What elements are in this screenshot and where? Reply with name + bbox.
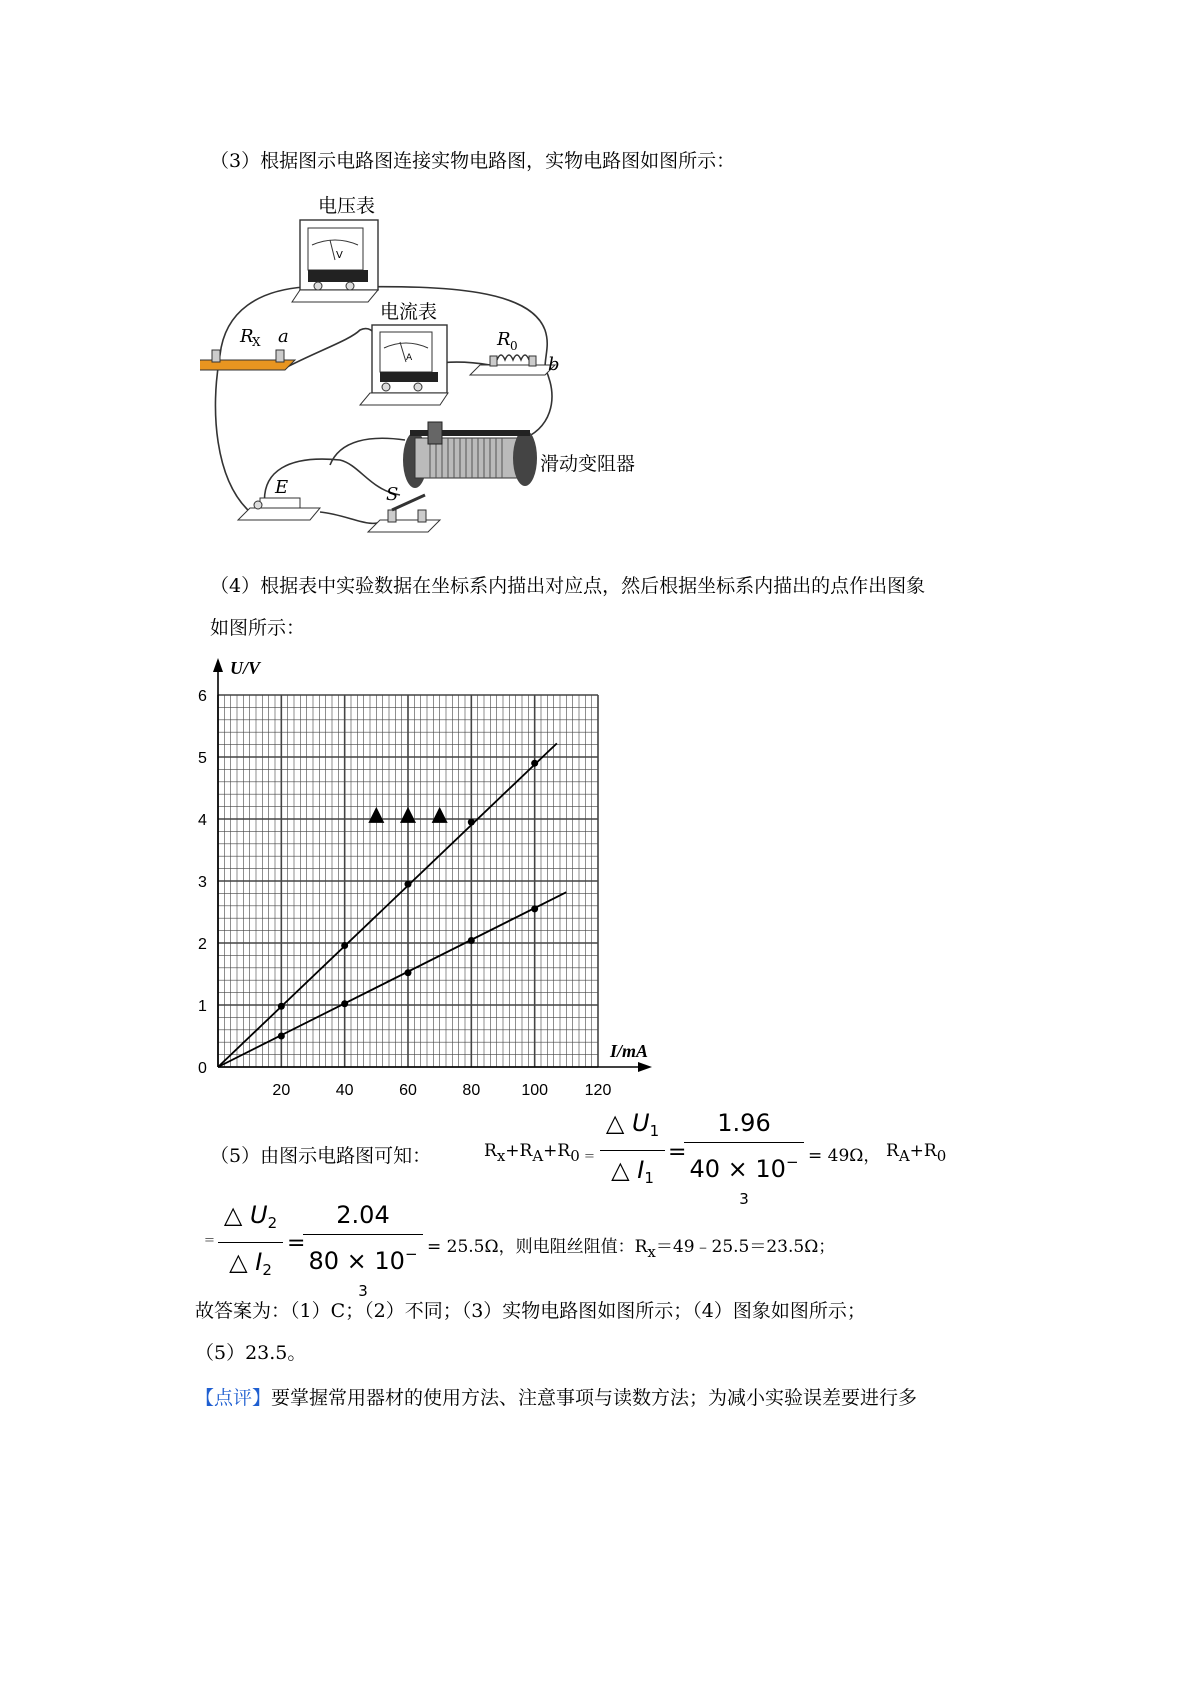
x-tick-label: 100 bbox=[521, 1082, 549, 1099]
y-tick-label: 2 bbox=[198, 936, 207, 953]
expr1: Rx+RA+R0 bbox=[484, 1141, 580, 1165]
rheostat bbox=[403, 422, 537, 488]
x-axis-label: I/mA bbox=[610, 1041, 649, 1061]
answer-line-1: 故答案为：（1）C；（2）不同；（3）实物电路图如图所示；（4）图象如图所示； bbox=[195, 1300, 866, 1322]
y-tick-label: 5 bbox=[198, 750, 207, 767]
fraction-du1-di1: △ $U_1$ △ $I_1$ bbox=[600, 1108, 665, 1193]
x-tick-label: 80 bbox=[462, 1082, 481, 1099]
expr2: RA+R0 bbox=[886, 1141, 947, 1165]
u-i-chart bbox=[190, 652, 670, 1102]
s-label: S bbox=[386, 484, 399, 505]
circuit-diagram bbox=[200, 190, 660, 535]
triangle-marker bbox=[368, 807, 384, 823]
paragraph-4-line1: （4）根据表中实验数据在坐标系内描出对应点，然后根据坐标系内描出的点作出图象 bbox=[210, 575, 926, 597]
battery bbox=[238, 498, 320, 520]
data-point-line1 bbox=[405, 881, 412, 888]
y-tick-label: 4 bbox=[198, 812, 207, 829]
x-tick-label: 20 bbox=[272, 1082, 291, 1099]
data-point-line2 bbox=[405, 969, 412, 976]
rx-terminal-left bbox=[212, 350, 220, 362]
result-2: = 25.5Ω，则电阻丝阻值：Rx＝49﹣25.5＝23.5Ω； bbox=[427, 1237, 836, 1261]
x-tick-label: 120 bbox=[584, 1082, 612, 1099]
y-axis-arrow bbox=[213, 658, 223, 672]
paragraph-3: （3）根据图示电路图连接实物电路图，实物电路图如图所示： bbox=[210, 150, 736, 172]
paragraph-4-line2: 如图所示： bbox=[210, 617, 306, 639]
comment-line bbox=[195, 1383, 917, 1410]
voltmeter bbox=[292, 220, 378, 302]
x-axis-arrow bbox=[638, 1062, 652, 1072]
triangle-marker bbox=[432, 807, 448, 823]
data-point-line1 bbox=[531, 760, 538, 767]
result-1: = 49Ω， bbox=[808, 1146, 881, 1166]
y-tick-label: 0 bbox=[198, 1060, 207, 1077]
rx-terminal-right bbox=[276, 350, 284, 362]
fraction-value-2: 2.04 $80 \times 10^{- 3}$ bbox=[303, 1200, 423, 1313]
rx-label: R bbox=[240, 326, 254, 347]
a-label: a bbox=[278, 326, 289, 347]
ammeter bbox=[360, 325, 448, 405]
data-point-line1 bbox=[468, 819, 475, 826]
y-tick-label: 1 bbox=[198, 998, 207, 1015]
x-tick-label: 60 bbox=[399, 1082, 417, 1099]
answer-line-2: （5）23.5。 bbox=[195, 1342, 307, 1364]
data-point-line2 bbox=[278, 1033, 285, 1040]
rheostat-label: 滑动变阻器 bbox=[540, 453, 636, 475]
eq-sign-4: = bbox=[287, 1231, 306, 1256]
y-axis-label: U/V bbox=[230, 658, 261, 678]
data-point-line2 bbox=[468, 937, 475, 944]
e-label: E bbox=[275, 477, 289, 498]
data-point-line1 bbox=[278, 1003, 285, 1010]
comment-tag: 【点评】 bbox=[195, 1387, 272, 1409]
paragraph-5-prefix: （5）由图示电路图可知： bbox=[210, 1145, 432, 1167]
y-tick-label: 6 bbox=[198, 688, 207, 705]
switch bbox=[368, 495, 440, 532]
r0-label: R bbox=[497, 329, 511, 350]
b-label: b bbox=[548, 354, 560, 375]
y-tick-label: 3 bbox=[198, 874, 207, 891]
r0-resistor bbox=[470, 355, 555, 375]
eq-sign-3: = bbox=[204, 1233, 215, 1248]
r0-sub: 0 bbox=[510, 339, 518, 353]
comment-text: 要掌握常用器材的使用方法、注意事项与读数方法；为减小实验误差要进行多 bbox=[271, 1387, 918, 1409]
data-point-line1 bbox=[341, 942, 348, 949]
a-symbol: A bbox=[406, 353, 413, 363]
rx-sub: X bbox=[252, 335, 261, 349]
fraction-value-1: 1.96 $40 \times 10^{- 3}$ bbox=[684, 1108, 804, 1221]
triangle-marker bbox=[400, 807, 416, 823]
data-point-line2 bbox=[531, 905, 538, 912]
eq-sign-2: = bbox=[668, 1140, 687, 1165]
fraction-du2-di2: △ $U_2$ △ $I_2$ bbox=[218, 1200, 283, 1285]
v-symbol: V bbox=[336, 250, 343, 261]
x-tick-label: 40 bbox=[335, 1082, 354, 1099]
eq-sign-1: = bbox=[584, 1149, 595, 1164]
voltmeter-label: 电压表 bbox=[318, 195, 376, 217]
data-point-line2 bbox=[341, 1000, 348, 1007]
ammeter-label: 电流表 bbox=[380, 301, 438, 323]
